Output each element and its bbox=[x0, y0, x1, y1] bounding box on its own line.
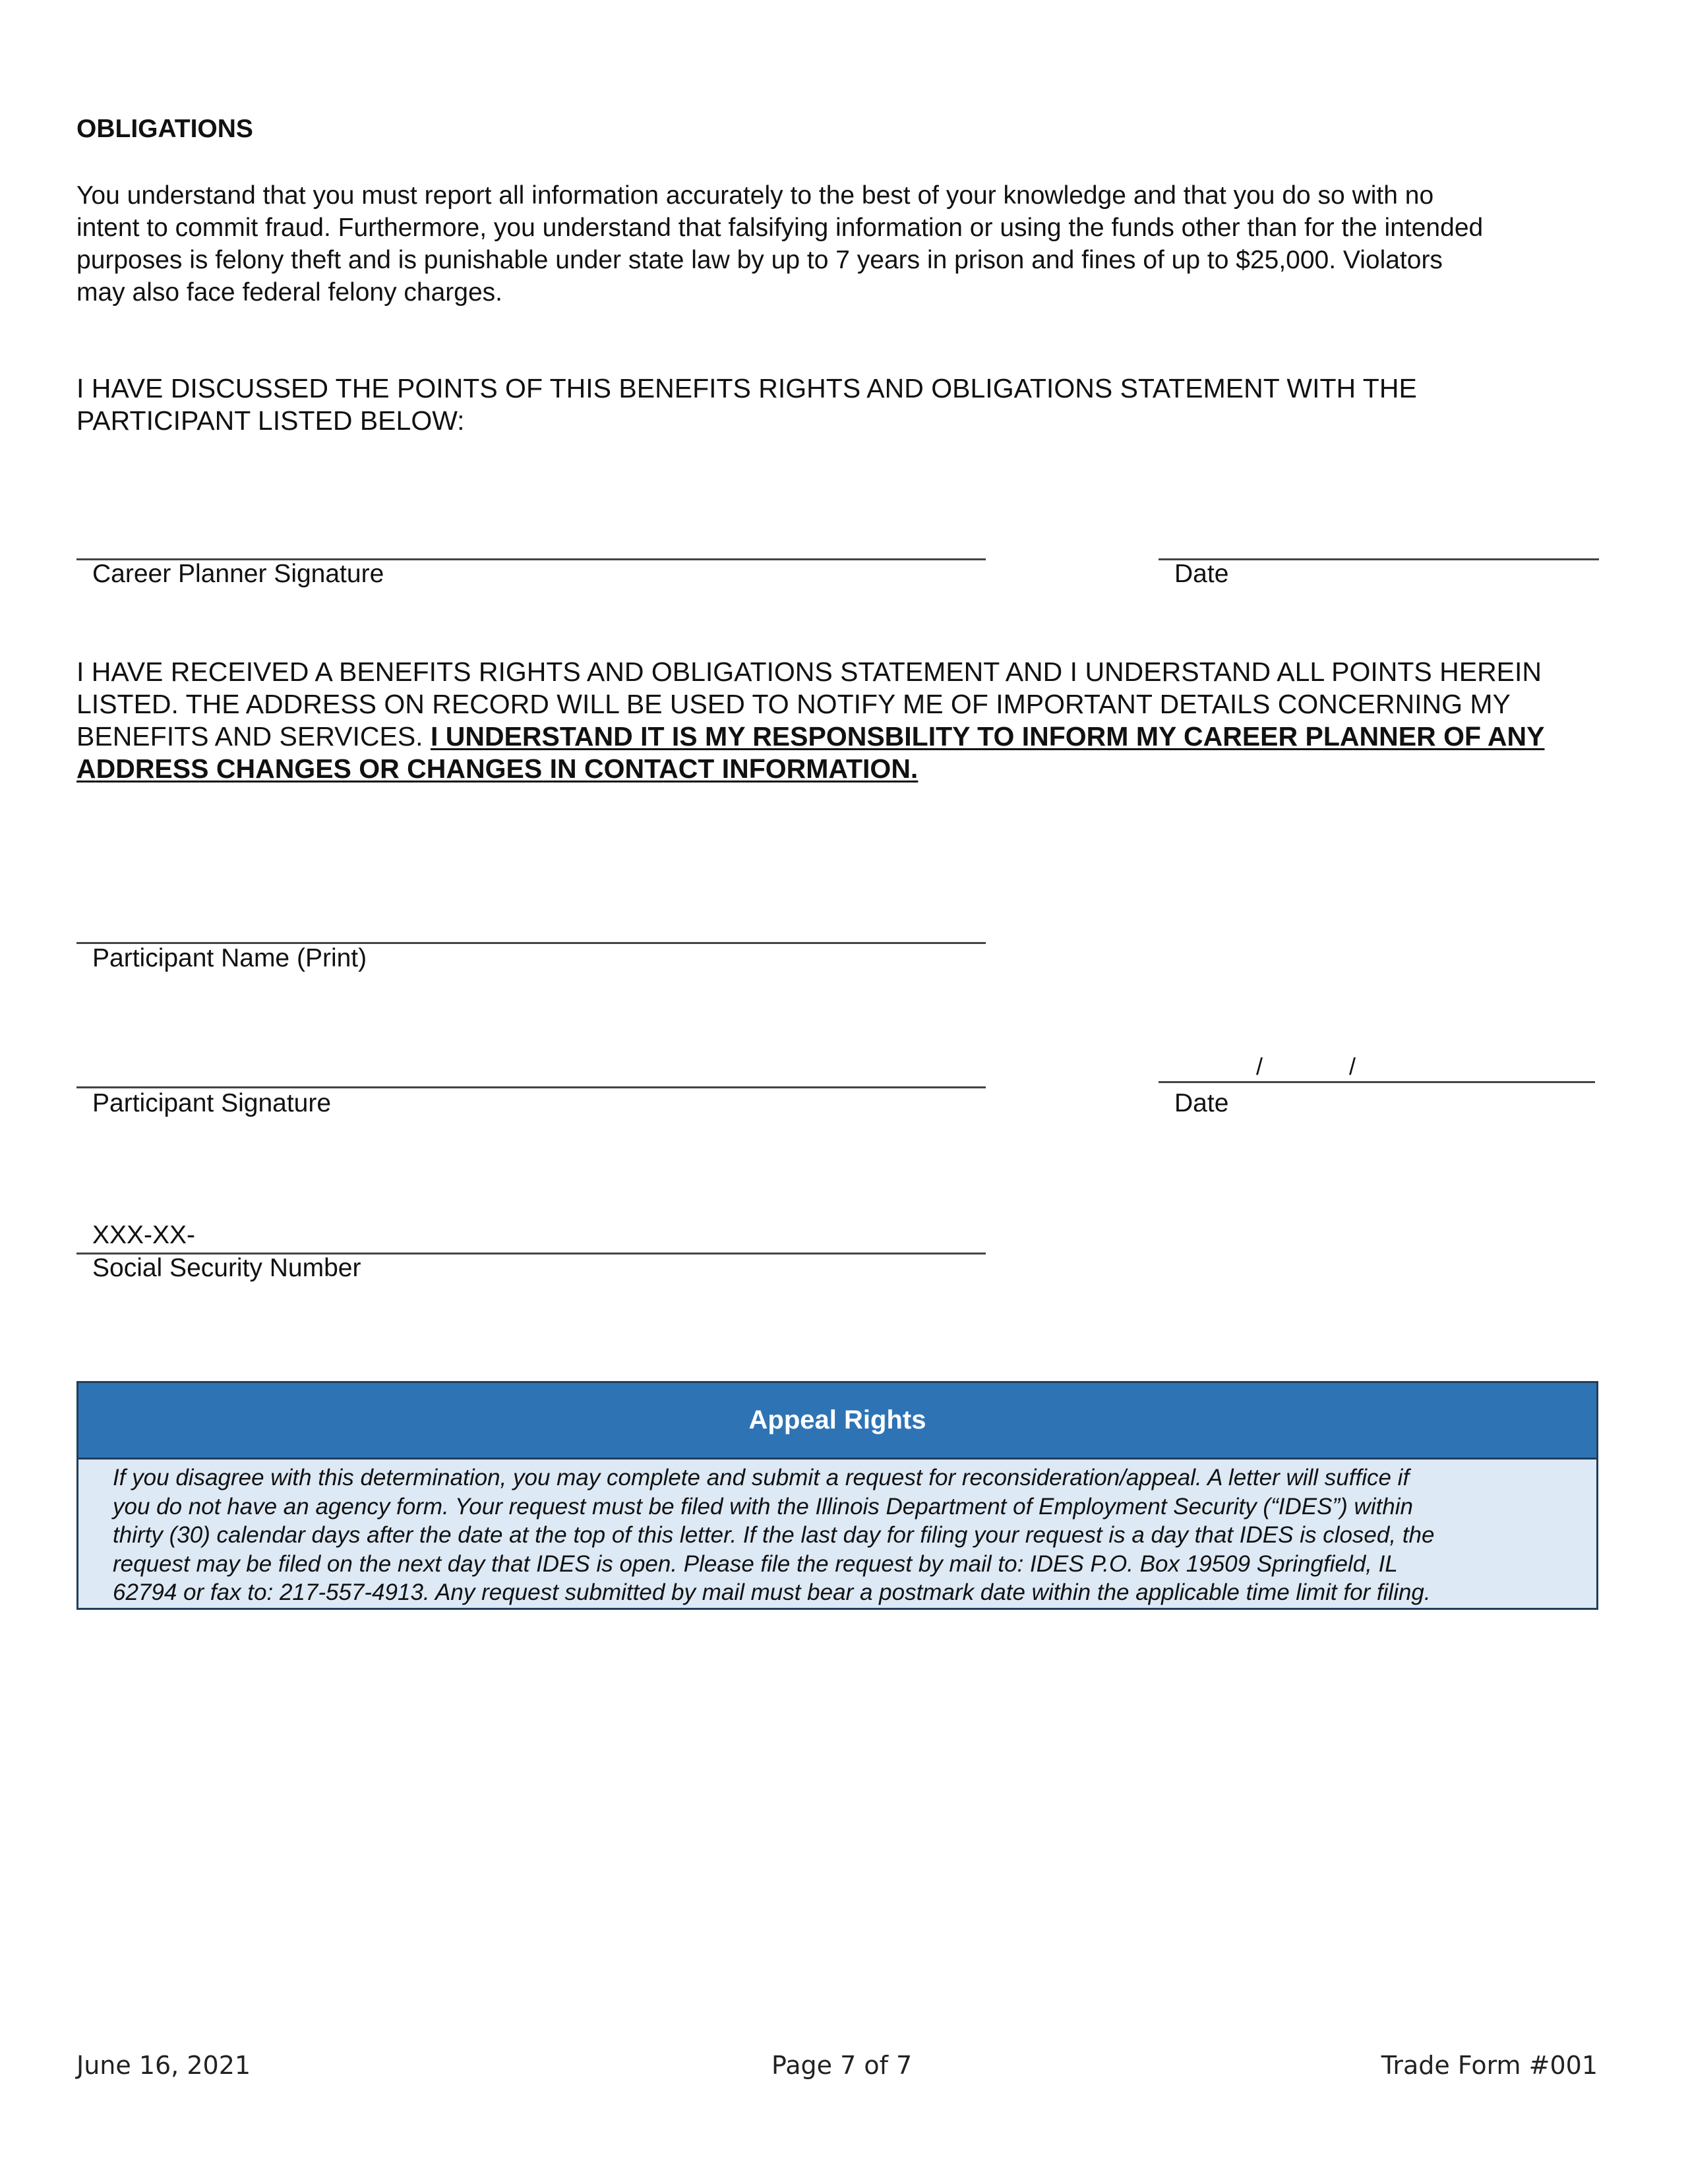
appeal-line: request may be filed on the next day that IDES is open. Please file the request by mail to: IDES P.O. Box 19509 Springfield, IL bbox=[113, 1550, 1398, 1577]
participant-name-label: Participant Name (Print) bbox=[92, 944, 367, 972]
statement-line bbox=[76, 753, 1646, 785]
ssn-prefix: XXX-XX- bbox=[92, 1221, 196, 1249]
appeal-line: you do not have an agency form. Your request must be filed with the Illinois Department of Employment Security (“IDES”) within bbox=[113, 1493, 1413, 1520]
footer-date: June 16, 2021 bbox=[76, 2051, 251, 2080]
participant-statement bbox=[76, 656, 1646, 785]
paragraph-line: may also face federal felony charges. bbox=[76, 278, 503, 307]
appeal-line: 62794 or fax to: 217-557-4913. Any request submitted by mail must bear a postmark date within the applicable time limit for filing. bbox=[113, 1579, 1431, 1605]
date-separator: / bbox=[1256, 1053, 1263, 1080]
paragraph-line: purposes is felony theft and is punishable under state law by up to 7 years in prison and fines of up to $25,000. Violators bbox=[76, 246, 1443, 274]
footer-form-number: Trade Form #001 bbox=[1381, 2051, 1598, 2080]
obligations-heading: OBLIGATIONS bbox=[76, 115, 253, 143]
responsibility-notice: ADDRESS CHANGES OR CHANGES IN CONTACT INFORMATION. bbox=[76, 753, 919, 784]
participant-signature-label: Participant Signature bbox=[92, 1089, 332, 1117]
appeal-rights-text bbox=[78, 1460, 1596, 1607]
participant-date-label: Date bbox=[1174, 1089, 1229, 1117]
statement-line: I HAVE DISCUSSED THE POINTS OF THIS BENEFITS RIGHTS AND OBLIGATIONS STATEMENT WITH THE bbox=[76, 373, 1417, 403]
paragraph-line: intent to commit fraud. Furthermore, you understand that falsifying information or using the funds other than for the intended bbox=[76, 214, 1484, 242]
ssn-label: Social Security Number bbox=[92, 1254, 361, 1282]
career-planner-signature-label: Career Planner Signature bbox=[92, 560, 384, 588]
date-separator: / bbox=[1349, 1053, 1356, 1080]
appeal-rights-box bbox=[76, 1381, 1598, 1610]
statement-line: PARTICIPANT LISTED BELOW: bbox=[76, 405, 465, 436]
statement-line: I HAVE RECEIVED A BENEFITS RIGHTS AND OBLIGATIONS STATEMENT AND I UNDERSTAND ALL POINTS HEREIN bbox=[76, 657, 1542, 687]
appeal-rights-title: Appeal Rights bbox=[748, 1405, 926, 1434]
appeal-line: thirty (30) calendar days after the date at the top of this letter. If the last day for filing your request is a day that IDES is closed, the bbox=[113, 1522, 1435, 1548]
statement-line: LISTED. THE ADDRESS ON RECORD WILL BE USED TO NOTIFY ME OF IMPORTANT DETAILS CONCERNING MY bbox=[76, 689, 1511, 719]
planner-statement bbox=[76, 372, 1633, 437]
appeal-line: If you disagree with this determination, you may complete and submit a request for reconsideration/appeal. A letter will suffice if bbox=[113, 1465, 1410, 1490]
statement-text: BENEFITS AND SERVICES. bbox=[76, 721, 431, 752]
appeal-rights-header bbox=[78, 1383, 1596, 1460]
statement-line bbox=[76, 721, 1646, 753]
paragraph-line: You understand that you must report all information accurately to the best of your knowledge and that you do so with no bbox=[76, 181, 1434, 210]
responsibility-notice: I UNDERSTAND IT IS MY RESPONSBILITY TO INFORM MY CAREER PLANNER OF ANY bbox=[430, 721, 1545, 752]
footer-page-number: Page 7 of 7 bbox=[771, 2051, 913, 2080]
participant-date-line[interactable] bbox=[1159, 1081, 1595, 1083]
obligations-paragraph bbox=[76, 179, 1619, 309]
career-planner-date-label: Date bbox=[1174, 560, 1229, 588]
